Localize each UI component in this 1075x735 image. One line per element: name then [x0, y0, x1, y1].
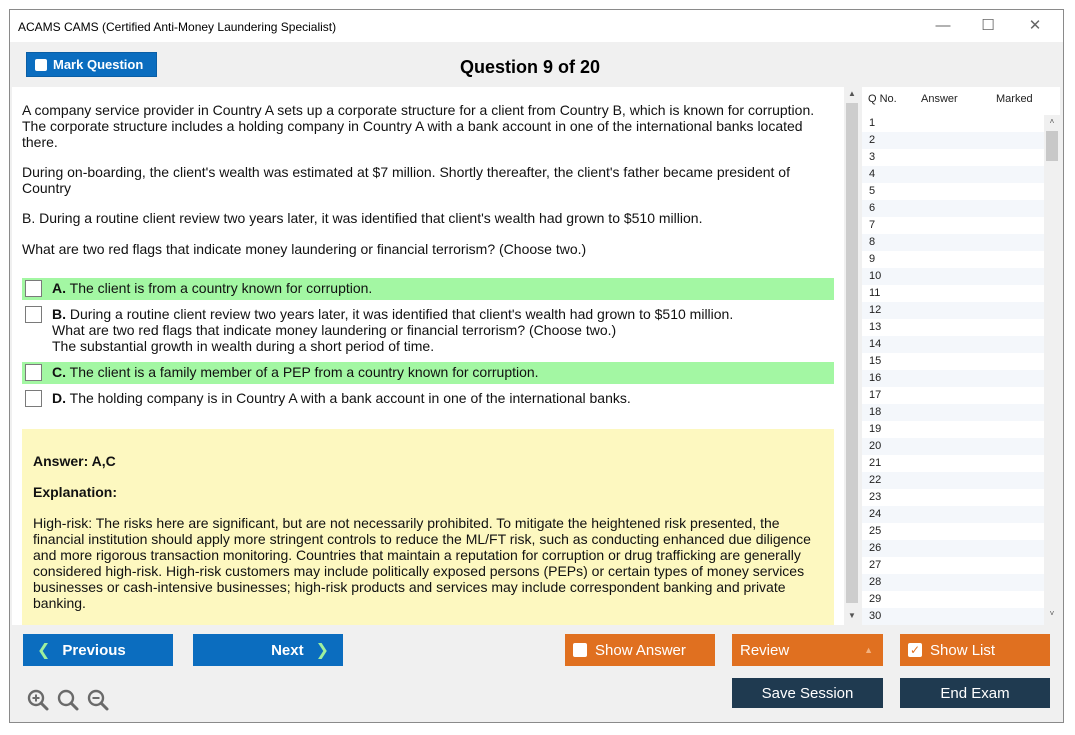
- end-exam-button[interactable]: [900, 678, 1050, 708]
- question-list-row[interactable]: [862, 319, 1044, 336]
- question-list-row[interactable]: [862, 166, 1044, 183]
- question-scrollbar[interactable]: [844, 87, 860, 625]
- question-number: 26: [869, 542, 882, 554]
- question-number: 13: [869, 321, 882, 333]
- chevron-left-icon: ❮: [37, 642, 51, 659]
- question-header: [10, 42, 1063, 90]
- option-d-checkbox[interactable]: [25, 390, 42, 407]
- question-number: 9: [869, 253, 876, 265]
- show-answer-label: Show Answer: [595, 641, 686, 659]
- mark-question-label: Mark Question: [53, 57, 144, 72]
- option-text: What are two red flags that indicate money laundering or financial terrorism? (Choose two.): [52, 322, 617, 338]
- question-list-row[interactable]: [862, 336, 1044, 353]
- explanation-label: Explanation:: [33, 484, 118, 500]
- question-list-row[interactable]: [862, 387, 1044, 404]
- question-list-row[interactable]: [862, 506, 1044, 523]
- col-marked: Marked: [996, 93, 1033, 105]
- zoom-reset-icon[interactable]: [56, 688, 80, 712]
- question-counter: Question 9 of 20: [459, 57, 601, 77]
- question-number: 12: [869, 304, 882, 316]
- question-list-row[interactable]: [862, 149, 1044, 166]
- question-list-row[interactable]: [862, 404, 1044, 421]
- question-list-row[interactable]: [862, 608, 1044, 625]
- close-button[interactable]: ✕: [1028, 17, 1042, 34]
- question-list-row[interactable]: [862, 200, 1044, 217]
- minimize-button[interactable]: —: [935, 17, 951, 34]
- show-list-button[interactable]: [900, 634, 1050, 666]
- question-number: 20: [869, 440, 882, 452]
- question-paragraph: What are two red flags that indicate money laundering or financial terrorism? (Choose two.): [22, 241, 587, 257]
- question-number: 1: [869, 117, 876, 129]
- option-text: The client is from a country known for corruption.: [69, 280, 373, 296]
- option-b[interactable]: [22, 304, 834, 356]
- question-number: 25: [869, 525, 882, 537]
- question-number: 5: [869, 185, 876, 197]
- answer-explanation-panel: [22, 429, 834, 625]
- option-c-checkbox[interactable]: [25, 364, 42, 381]
- review-label: Review: [740, 641, 790, 659]
- show-answer-checkbox-icon: [573, 643, 587, 657]
- scroll-thumb[interactable]: [846, 103, 858, 603]
- question-number: 22: [869, 474, 882, 486]
- review-dropdown[interactable]: [732, 634, 883, 666]
- option-d[interactable]: [22, 388, 834, 410]
- question-paragraph: B. During a routine client review two years later, it was identified that client's wealth had grown to $510 million.: [22, 210, 703, 226]
- question-number: 29: [869, 593, 882, 605]
- previous-button[interactable]: [23, 634, 173, 666]
- question-list-scrollbar[interactable]: [1044, 115, 1060, 625]
- question-number: 30: [869, 610, 882, 622]
- list-scroll-thumb[interactable]: [1046, 131, 1058, 161]
- save-session-button[interactable]: [732, 678, 883, 708]
- col-qno: Q No.: [868, 93, 897, 105]
- question-panel: [12, 87, 844, 625]
- previous-label: Previous: [62, 641, 126, 659]
- next-label: Next: [271, 641, 304, 659]
- question-number: 15: [869, 355, 882, 367]
- question-list-row[interactable]: [862, 438, 1044, 455]
- window-title: ACAMS CAMS (Certified Anti-Money Laundering Specialist): [18, 20, 337, 34]
- end-exam-label: End Exam: [940, 684, 1010, 702]
- scroll-down-icon[interactable]: ▼: [848, 611, 856, 620]
- question-list-row[interactable]: [862, 115, 1044, 132]
- title-bar: [10, 10, 1063, 42]
- question-number: 6: [869, 202, 876, 214]
- option-letter: D.: [52, 390, 66, 406]
- question-list-row[interactable]: [862, 489, 1044, 506]
- question-list-row[interactable]: [862, 302, 1044, 319]
- question-list-row[interactable]: [862, 251, 1044, 268]
- question-list-row[interactable]: [862, 370, 1044, 387]
- question-list-row[interactable]: [862, 217, 1044, 234]
- next-button[interactable]: [193, 634, 343, 666]
- question-list-panel: [862, 87, 1060, 625]
- question-list-row[interactable]: [862, 183, 1044, 200]
- question-number: 8: [869, 236, 876, 248]
- question-number: 23: [869, 491, 882, 503]
- question-list-row[interactable]: [862, 574, 1044, 591]
- option-letter: C.: [52, 364, 66, 380]
- zoom-in-icon[interactable]: [26, 688, 50, 712]
- option-letter: B.: [52, 306, 66, 322]
- question-list-row[interactable]: [862, 523, 1044, 540]
- question-number: 18: [869, 406, 882, 418]
- question-list-row[interactable]: [862, 455, 1044, 472]
- question-list-row[interactable]: [862, 540, 1044, 557]
- option-a-checkbox[interactable]: [25, 280, 42, 297]
- question-number: 4: [869, 168, 876, 180]
- chevron-right-icon: ❯: [315, 642, 329, 659]
- question-paragraph: During on-boarding, the client's wealth was estimated at $7 million. Shortly thereafter, the client's father became president of Country: [22, 164, 790, 196]
- scroll-up-icon[interactable]: ▲: [848, 89, 856, 98]
- question-number: 10: [869, 270, 882, 282]
- option-text: The substantial growth in wealth during a short period of time.: [52, 338, 435, 354]
- question-list-row[interactable]: [862, 557, 1044, 574]
- app-window: [9, 9, 1064, 723]
- question-list-row[interactable]: [862, 132, 1044, 149]
- question-list-row[interactable]: [862, 421, 1044, 438]
- answer-text: Answer: A,C: [33, 453, 116, 469]
- show-answer-button[interactable]: [565, 634, 715, 666]
- question-list-row[interactable]: [862, 591, 1044, 608]
- question-number: 24: [869, 508, 882, 520]
- option-text: During a routine client review two years later, it was identified that client's wealth had grown to $510 million.: [69, 306, 734, 322]
- question-number: 27: [869, 559, 882, 571]
- question-number: 7: [869, 219, 876, 231]
- option-letter: A.: [52, 280, 66, 296]
- question-number: 3: [869, 151, 876, 163]
- question-list-row[interactable]: [862, 268, 1044, 285]
- maximize-button[interactable]: ☐: [981, 17, 995, 34]
- question-list-row[interactable]: [862, 285, 1044, 302]
- explanation-text: High-risk: The risks here are significant, but are not necessarily prohibited. To mitigate the heightened risk presented, the financial institution should apply more stringent controls to reduce the ML/FT risk, such as conducting enhanced due diligence and more rigorous transaction monitoring. Countries that maintain a reputation for corruption or drug trafficking are generally considered high-risk. High-risk customers may include politically exposed persons (PEPs) or certain types of money services businesses or cash-intensive businesses; high-risk products and services may include correspondent banking and private banking.: [33, 515, 811, 611]
- question-number: 11: [869, 287, 881, 299]
- question-number: 19: [869, 423, 882, 435]
- question-list-row[interactable]: [862, 353, 1044, 370]
- footer-bar: [10, 625, 1063, 722]
- list-scroll-down-icon[interactable]: ˅: [1049, 609, 1055, 618]
- option-text: The holding company is in Country A with a bank account in one of the international banks.: [69, 390, 631, 406]
- question-number: 21: [869, 457, 882, 469]
- question-list-header: [862, 87, 1060, 109]
- question-number: 17: [869, 389, 882, 401]
- question-list-row[interactable]: [862, 234, 1044, 251]
- zoom-out-icon[interactable]: [86, 688, 110, 712]
- caret-up-icon: ▲: [864, 645, 873, 655]
- question-list-rows: [862, 115, 1044, 625]
- question-paragraph: A company service provider in Country A sets up a corporate structure for a client from Country B, which is known for corruption. The corporate structure includes a holding company in Country A with a bank account in one of the international banks located there.: [22, 102, 815, 150]
- option-b-checkbox[interactable]: [25, 306, 42, 323]
- show-list-checkbox-icon: ✓: [909, 643, 921, 657]
- option-text: The client is a family member of a PEP from a country known for corruption.: [69, 364, 539, 380]
- option-a[interactable]: [22, 278, 834, 300]
- show-list-label: Show List: [930, 641, 996, 659]
- question-number: 16: [869, 372, 882, 384]
- save-session-label: Save Session: [761, 684, 854, 702]
- col-answer: Answer: [921, 93, 958, 105]
- option-c[interactable]: [22, 362, 834, 384]
- question-list-row[interactable]: [862, 472, 1044, 489]
- question-number: 14: [869, 338, 882, 350]
- list-scroll-up-icon[interactable]: ˄: [1049, 117, 1055, 126]
- question-number: 28: [869, 576, 882, 588]
- question-number: 2: [869, 134, 876, 146]
